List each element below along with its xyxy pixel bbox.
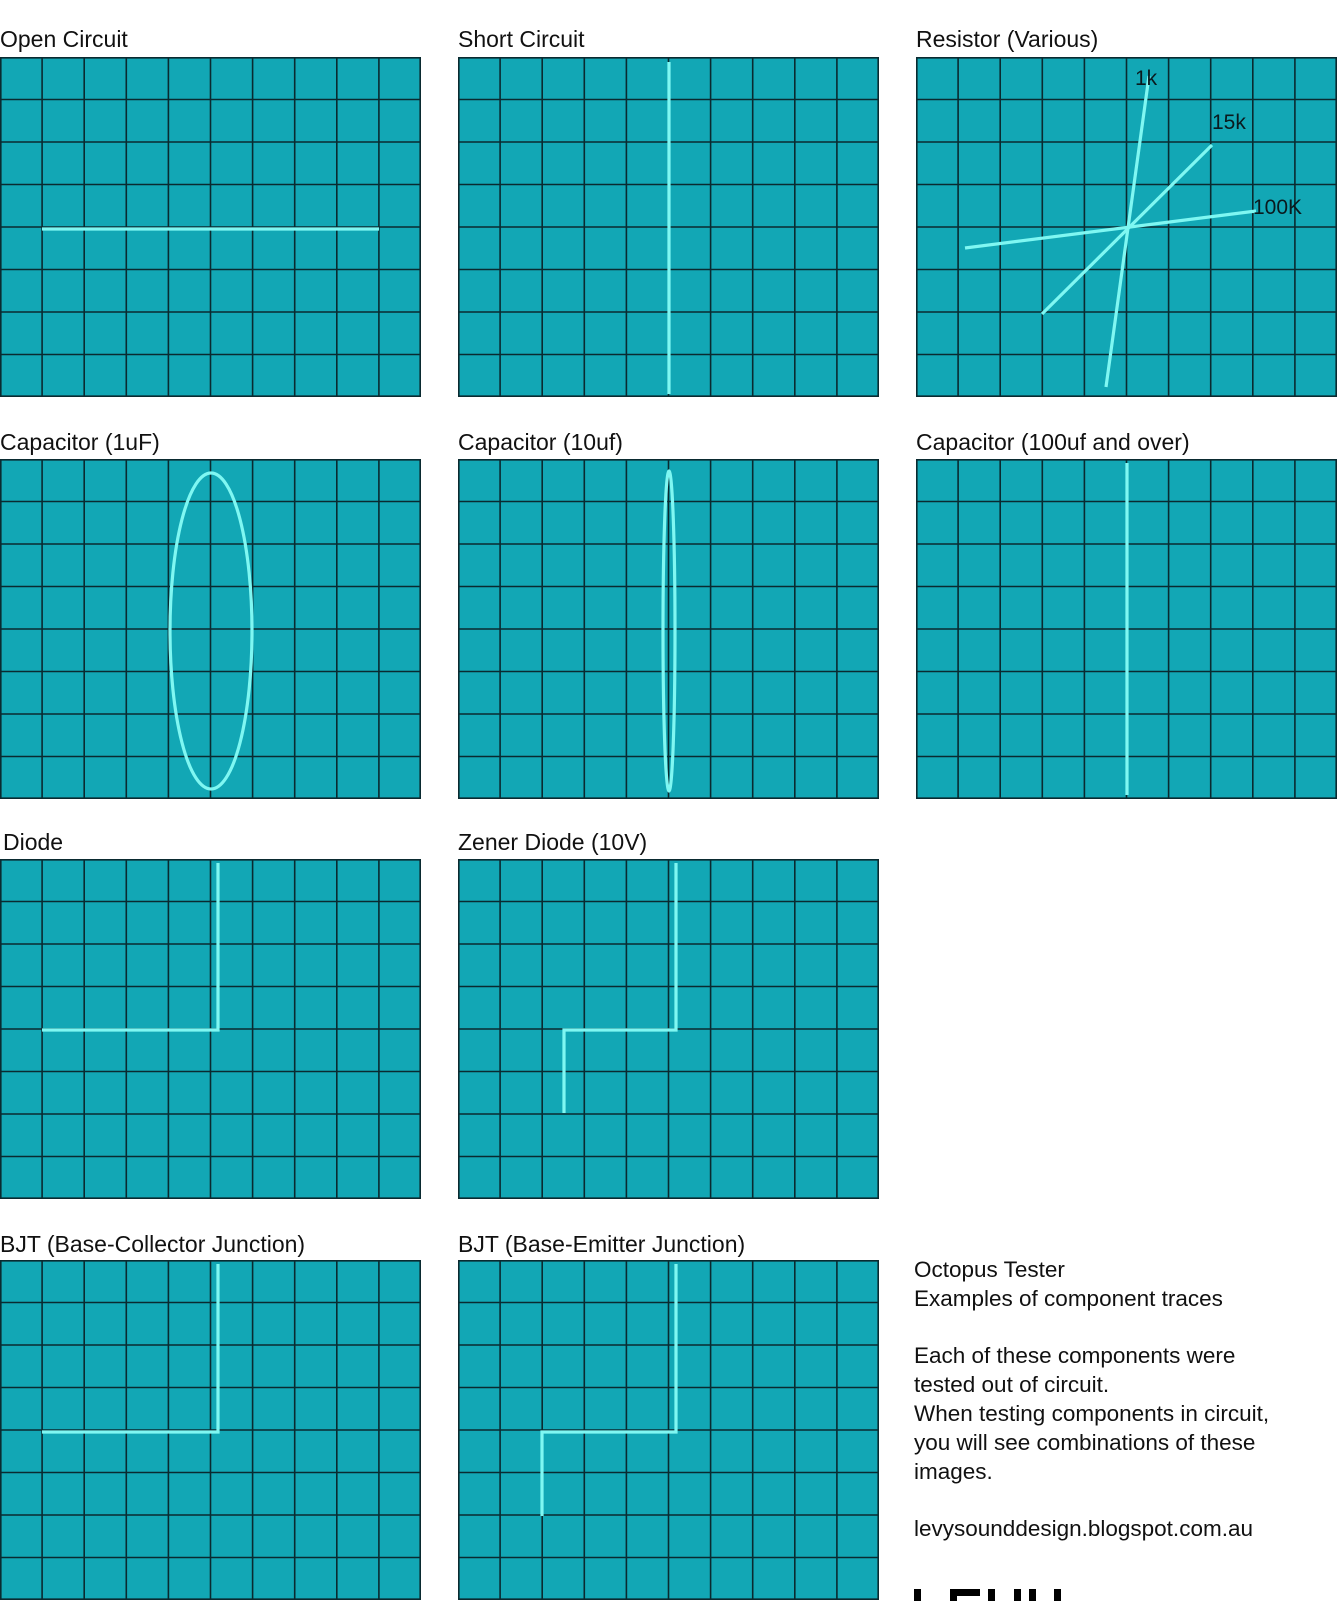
scope-diode (0, 859, 421, 1199)
panel-title-capacitor-10uf: Capacitor (10uf) (458, 429, 623, 455)
panel-title-zener-diode: Zener Diode (10V) (458, 829, 648, 855)
panel-title-capacitor-1uf: Capacitor (1uF) (0, 429, 160, 455)
scope-short-circuit (458, 57, 879, 397)
scope-open-circuit (0, 57, 421, 397)
info-title: Octopus Tester (914, 1257, 1065, 1282)
info-body-line: Each of these components were (914, 1343, 1236, 1368)
scope-bjt-base-collector (0, 1260, 421, 1600)
scope-bjt-base-emitter (458, 1260, 879, 1600)
panel-title-diode: Diode (3, 829, 64, 855)
info-body-line: When testing components in circuit, (914, 1401, 1270, 1426)
levy-logo (914, 1588, 1064, 1606)
info-subtitle: Examples of component traces (914, 1286, 1223, 1311)
panel-title-capacitor-100uf: Capacitor (100uf and over) (916, 429, 1190, 455)
label-15k: 15k (1212, 111, 1246, 134)
panel-title-resistor: Resistor (Various) (916, 26, 1099, 52)
scope-zener-diode (458, 859, 879, 1199)
panel-title-bjt-base-emitter: BJT (Base-Emitter Junction) (458, 1231, 746, 1257)
website-url: levysounddesign.blogspot.com.au (914, 1516, 1253, 1541)
scope-capacitor-1uf (0, 459, 421, 799)
scope-resistor (916, 57, 1337, 397)
label-100k: 100K (1253, 196, 1303, 219)
info-body-line: images. (914, 1459, 993, 1484)
panel-title-bjt-base-collector: BJT (Base-Collector Junction) (0, 1231, 306, 1257)
panel-title-short-circuit: Short Circuit (458, 26, 585, 52)
label-1k: 1k (1135, 67, 1158, 90)
scope-capacitor-10uf (458, 459, 879, 799)
panel-title-open-circuit: Open Circuit (0, 26, 128, 52)
info-body-line: you will see combinations of these (914, 1430, 1256, 1455)
info-body-line: tested out of circuit. (914, 1372, 1110, 1397)
scope-capacitor-100uf (916, 459, 1337, 799)
info-block (914, 1255, 1269, 1543)
